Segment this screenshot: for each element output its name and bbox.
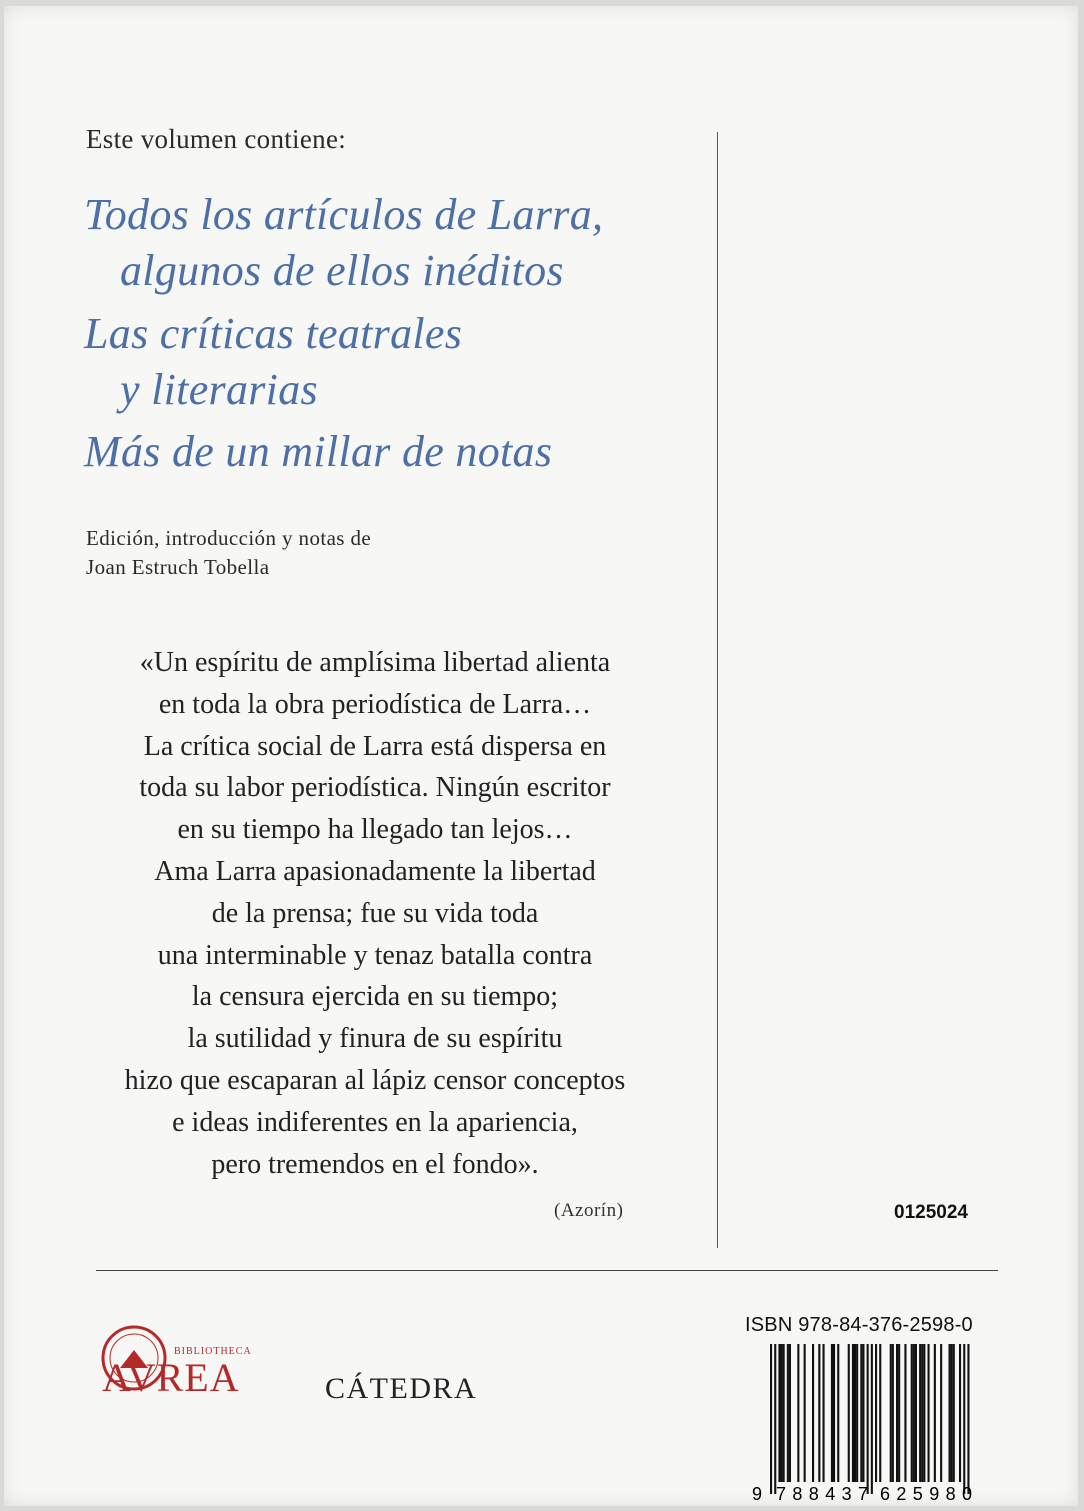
barcode-bar	[904, 1344, 906, 1482]
quote-block	[64, 642, 686, 1185]
barcode-bar	[797, 1344, 799, 1482]
barcode-bar	[860, 1344, 862, 1482]
feature-line-1: Todos los artículos de Larra,	[84, 190, 604, 239]
barcode	[754, 1344, 986, 1504]
barcode-bar	[913, 1344, 915, 1482]
barcode-right-digits: 625980	[880, 1484, 972, 1504]
quote-line: La crítica social de Larra está dispersa en	[143, 730, 607, 762]
feature-line-2: algunos de ellos inéditos	[120, 246, 564, 295]
barcode-first-digit: 9	[752, 1484, 763, 1504]
barcode-bar	[890, 1344, 892, 1482]
intro-text: Este volumen contiene:	[86, 124, 347, 154]
quote-line: Ama Larra apasionadamente la libertad	[154, 855, 596, 887]
barcode-bar	[783, 1344, 785, 1482]
horizontal-divider	[96, 1270, 998, 1271]
barcode-bar	[963, 1344, 965, 1494]
barcode-bar	[862, 1344, 864, 1482]
quote-line: la censura ejercida en su tiempo;	[191, 981, 559, 1013]
barcode-bar	[949, 1344, 951, 1482]
quote-line: pero tremendos en el fondo».	[211, 1148, 539, 1180]
barcode-bar	[934, 1344, 936, 1482]
barcode-bar	[774, 1344, 776, 1494]
barcode-bar	[833, 1344, 835, 1482]
barcode-bar	[967, 1344, 969, 1494]
quote-line: una interminable y tenaz batalla contra	[157, 939, 593, 971]
barcode-bar	[911, 1344, 913, 1482]
isbn-text: ISBN 978-84-376-2598-0	[745, 1314, 973, 1336]
quote-line: la sutilidad y finura de su espíritu	[187, 1023, 563, 1055]
quote-author: (Azorín)	[554, 1200, 624, 1221]
barcode-bar	[804, 1344, 806, 1482]
feature-line-3: Las críticas teatrales	[84, 309, 463, 358]
barcode-bar	[781, 1344, 783, 1482]
barcode-bar	[787, 1344, 789, 1482]
quote-line: de la prensa; fue su vida toda	[211, 897, 539, 929]
vertical-divider	[717, 132, 718, 1248]
barcode-bar	[875, 1344, 877, 1482]
barcode-bar	[789, 1344, 791, 1482]
quote-line: en su tiempo ha llegado tan lejos…	[177, 814, 573, 846]
barcode-bar	[959, 1344, 961, 1482]
credit-line-1: Edición, introducción y notas de	[86, 526, 372, 550]
barcode-bar	[919, 1344, 921, 1482]
barcode-bar	[852, 1344, 854, 1482]
barcode-bar	[867, 1344, 869, 1494]
feature-line-4: y literarias	[120, 365, 318, 414]
barcode-bar	[892, 1344, 894, 1482]
barcode-bar	[818, 1344, 820, 1482]
barcode-bar	[854, 1344, 856, 1482]
credit-editor: Joan Estruch Tobella	[86, 555, 270, 579]
quote-line: «Un espíritu de amplísima libertad alienta	[139, 647, 611, 678]
barcode-bar	[915, 1344, 917, 1482]
barcode-bar	[770, 1344, 772, 1494]
publisher-name: CÁTEDRA	[325, 1372, 478, 1405]
barcode-bar	[856, 1344, 858, 1482]
logo-avrea-text: AVREA	[102, 1355, 240, 1400]
barcode-bar	[848, 1344, 850, 1482]
barcode-bar	[921, 1344, 923, 1482]
barcode-bar	[953, 1344, 955, 1482]
barcode-bar	[928, 1344, 930, 1482]
barcode-bar	[940, 1344, 942, 1482]
quote-line: e ideas indiferentes en la apariencia,	[172, 1106, 578, 1138]
barcode-left-digits: 788437	[776, 1484, 868, 1504]
feature-line-5: Más de un millar de notas	[84, 427, 553, 476]
barcode-bar	[871, 1344, 873, 1494]
barcode-bar	[896, 1344, 898, 1482]
barcode-bar	[778, 1344, 780, 1482]
product-code: 0125024	[894, 1202, 968, 1223]
barcode-bar	[831, 1344, 833, 1482]
quote-line: en toda la obra periodística de Larra…	[158, 688, 592, 720]
barcode-bar	[898, 1344, 900, 1482]
barcode-bar	[879, 1344, 881, 1482]
barcode-bars	[770, 1344, 970, 1494]
barcode-bar	[837, 1344, 839, 1482]
quote-line: hizo que escaparan al lápiz censor conceptos	[124, 1064, 626, 1096]
barcode-bar	[923, 1344, 925, 1482]
barcode-bar	[823, 1344, 825, 1482]
barcode-bar	[812, 1344, 814, 1482]
quote-line: toda su labor periodística. Ningún escritor	[139, 772, 611, 804]
logo-small-text: BIBLIOTHECA	[174, 1346, 252, 1357]
back-cover	[4, 6, 1078, 1506]
barcode-bar	[951, 1344, 953, 1482]
